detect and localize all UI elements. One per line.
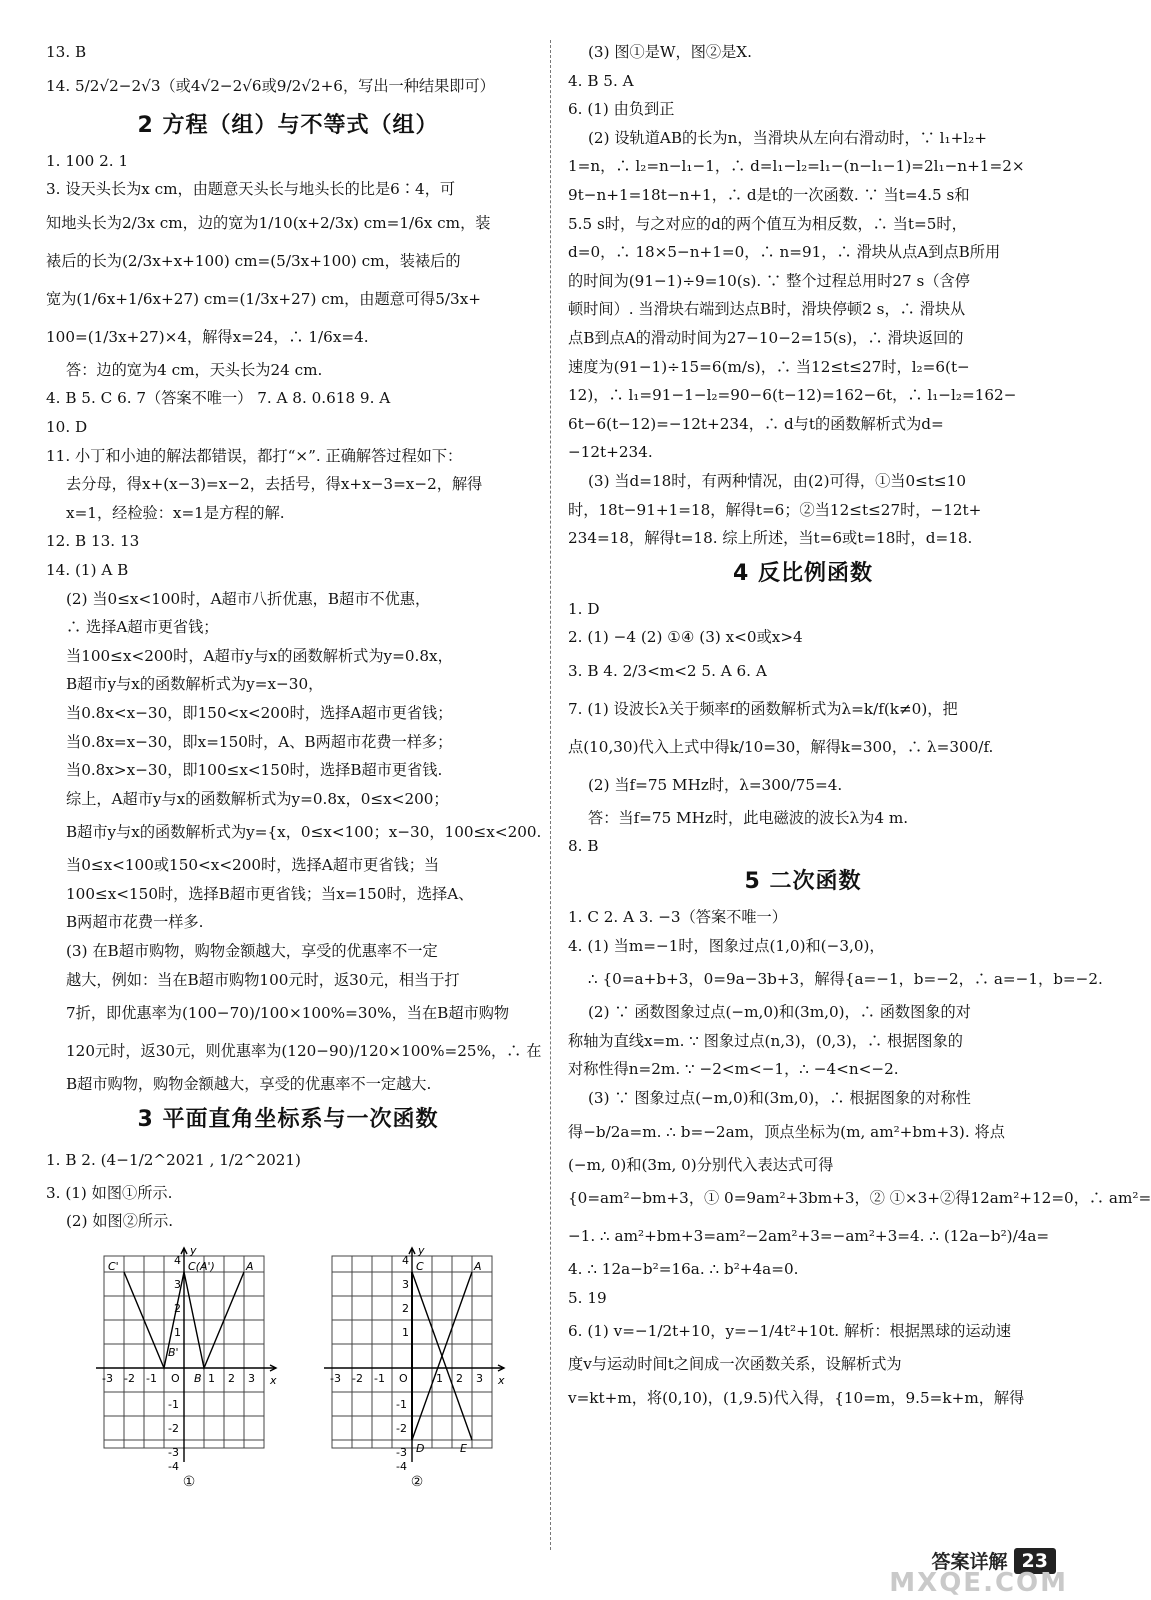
- answer-line: 去分母，得x+(x−3)=x−2，去括号，得x+x−3=x−2，解得: [66, 475, 483, 494]
- answer-line: 的时间为(91−1)÷9=10(s). ∵ 整个过程总用时27 s（含停: [568, 271, 970, 290]
- tick-label: -4: [396, 1460, 407, 1474]
- coordinate-grid-2: [322, 1242, 512, 1472]
- answer-line: 3. 设天头长为x cm，由题意天头长与地头长的比是6∶4，可: [46, 180, 456, 199]
- section-heading: 3 平面直角坐标系与一次函数: [137, 1106, 439, 1132]
- answer-line: 6t−6(t−12)=−12t+234，∴ d与t的函数解析式为d=: [568, 414, 944, 433]
- answer-line: (2) 设轨道AB的长为n，当滑块从左向右滑动时，∵ l₁+l₂+: [588, 128, 987, 147]
- point-label: D: [416, 1442, 425, 1456]
- answer-line: v=kt+m，将(0,10)，(1,9.5)代入得，{10=m，9.5=k+m，解得: [568, 1389, 1025, 1407]
- tick-label: 1: [208, 1372, 215, 1386]
- tick-label: -1: [168, 1398, 179, 1412]
- answer-line: 顿时间）. 当滑块右端到达点B时，滑块停顿2 s，∴ 滑块从: [568, 300, 966, 319]
- answer-line: 234=18，解得t=18. 综上所述，当t=6或t=18时，d=18.: [568, 529, 973, 548]
- answer-line: 4. B 5. A: [568, 71, 634, 90]
- tick-label: 3: [248, 1372, 255, 1386]
- answer-line: 1. 100 2. 1: [46, 151, 129, 170]
- point-label: C: [416, 1260, 424, 1274]
- column-divider: [550, 40, 552, 1550]
- axis-label-y: y: [418, 1244, 425, 1258]
- point-label: C': [108, 1260, 119, 1274]
- answer-line: 6. (1) v=−1/2t+10，y=−1/4t²+10t. 解析：根据黑球的运动速: [568, 1322, 1012, 1341]
- tick-label: 4: [402, 1254, 409, 1268]
- answer-line: ∴ 选择A超市更省钱；: [66, 618, 219, 637]
- answer-line: 100=(1/3x+27)×4，解得x=24，∴ 1/6x=4.: [46, 327, 369, 346]
- point-label: A: [474, 1260, 482, 1274]
- answer-line: 当100≤x<200时，A超市y与x的函数解析式为y=0.8x，: [66, 646, 453, 665]
- answer-line: (3) 在B超市购物，购物金额越大，享受的优惠率不一定: [66, 942, 438, 961]
- tick-label: 2: [228, 1372, 235, 1386]
- answer-line: 1. D: [568, 599, 600, 618]
- tick-label: -1: [396, 1398, 407, 1412]
- answer-line: 裱后的长为(2/3x+x+100) cm=(5/3x+100) cm，装裱后的: [46, 251, 461, 270]
- answer-line: 13. B: [46, 43, 87, 61]
- answer-line: x=1，经检验：x=1是方程的解.: [66, 503, 285, 522]
- answer-line: (3) 图①是W，图②是X.: [588, 43, 752, 61]
- point-label: E: [460, 1442, 467, 1456]
- answer-line: B两超市花费一样多.: [66, 913, 204, 932]
- answer-line: 得−b/2a=m. ∴ b=−2am，顶点坐标为(m, am²+bm+3). 将点: [568, 1122, 1005, 1141]
- tick-label: 2: [456, 1372, 463, 1386]
- answer-line: 点(10,30)代入上式中得k/10=30，解得k=300，∴ λ=300/f.: [568, 737, 994, 756]
- answer-line: 当0.8x=x−30，即x=150时，A、B两超市花费一样多；: [66, 732, 453, 751]
- point-label: C(A'): [188, 1260, 215, 1274]
- figure-caption: ①: [182, 1474, 196, 1491]
- watermark: MXQE.COM: [889, 1568, 1068, 1598]
- point-label: B: [194, 1372, 202, 1386]
- origin-label: O: [399, 1372, 408, 1386]
- answer-line: 1=n，∴ l₂=n−l₁−1，∴ d=l₁−l₂=l₁−(n−l₁−1)=2l₁−n+1=2×: [568, 157, 1025, 176]
- answer-line: B超市y与x的函数解析式为y=x−30，: [66, 675, 324, 694]
- answer-line: (2) 当f=75 MHz时，λ=300/75=4.: [588, 775, 843, 794]
- answer-line: (−m, 0)和(3m, 0)分别代入表达式可得: [568, 1155, 834, 1174]
- point-label: B': [168, 1346, 179, 1360]
- answer-line: 称轴为直线x=m. ∵ 图象过点(n,3)，(0,3)，∴ 根据图象的: [568, 1031, 963, 1050]
- tick-label: -2: [124, 1372, 135, 1386]
- answer-line: 越大，例如：当在B超市购物100元时，返30元，相当于打: [66, 970, 460, 989]
- answer-line: 14. (1) A B: [46, 560, 129, 579]
- tick-label: -3: [168, 1446, 179, 1460]
- axis-label-y: y: [190, 1244, 197, 1258]
- answer-line: 12)，∴ l₁=91−1−l₂=90−6(t−12)=162−6t，∴ l₁−l₂=162−: [568, 386, 1017, 405]
- tick-label: 2: [402, 1302, 409, 1316]
- tick-label: -2: [168, 1422, 179, 1436]
- section-heading: 2 方程（组）与不等式（组）: [137, 112, 439, 138]
- answer-line: B超市购物，购物金额越大，享受的优惠率不一定越大.: [66, 1075, 432, 1094]
- answer-line: {0=am²−bm+3，① 0=9am²+3bm+3，② ①×3+②得12am²+12=0，∴ am²=: [568, 1189, 1151, 1208]
- answer-line: 度v与运动时间t之间成一次函数关系，设解析式为: [568, 1355, 902, 1374]
- figures: [94, 1242, 530, 1490]
- answer-line: B超市y与x的函数解析式为y={x，0≤x<100；x−30，100≤x<200.: [66, 823, 542, 842]
- answer-line: 当0.8x<x−30，即150<x<200时，选择A超市更省钱；: [66, 703, 453, 722]
- answer-line: 3. (1) 如图①所示.: [46, 1183, 173, 1202]
- section-heading: 5 二次函数: [744, 869, 862, 895]
- axis-label-x: x: [270, 1374, 277, 1388]
- axis-label-x: x: [498, 1374, 505, 1388]
- tick-label: -1: [374, 1372, 385, 1386]
- answer-line: 答：当f=75 MHz时，此电磁波的波长λ为4 m.: [588, 808, 909, 827]
- tick-label: 3: [476, 1372, 483, 1386]
- origin-label: O: [171, 1372, 180, 1386]
- tick-label: -2: [396, 1422, 407, 1436]
- figure-caption: ②: [410, 1474, 424, 1491]
- tick-label: 1: [174, 1326, 181, 1340]
- answer-line: 8. B: [568, 837, 599, 856]
- tick-label: 1: [402, 1326, 409, 1340]
- answer-line: 5. 19: [568, 1288, 607, 1307]
- answer-line: 当0.8x>x−30，即100≤x<150时，选择B超市更省钱.: [66, 761, 443, 780]
- tick-label: 1: [436, 1372, 443, 1386]
- answer-line: (3) 当d=18时，有两种情况，由(2)可得，①当0≤t≤10: [588, 471, 966, 490]
- tick-label: 3: [174, 1278, 181, 1292]
- left-column: [46, 38, 542, 1491]
- answer-line: 对称性得n=2m. ∵ −2<m<−1，∴ −4<n<−2.: [568, 1060, 899, 1079]
- figure-2: [322, 1242, 512, 1490]
- point-label: A: [246, 1260, 254, 1274]
- tick-label: -3: [330, 1372, 341, 1386]
- tick-label: -1: [146, 1372, 157, 1386]
- answer-line: 综上，A超市y与x的函数解析式为y=0.8x，0≤x<200；: [66, 789, 449, 808]
- page-number: 23: [1014, 1548, 1056, 1574]
- tick-label: 2: [174, 1302, 181, 1316]
- answer-line: 速度为(91−1)÷15=6(m/s)，∴ 当12≤t≤27时，l₂=6(t−: [568, 357, 970, 376]
- answer-line: 1. C 2. A 3. −3（答案不唯一）: [568, 908, 787, 927]
- tick-label: -3: [102, 1372, 113, 1386]
- section-heading: 4 反比例函数: [733, 560, 873, 586]
- answer-line: 2. (1) −4 (2) ①④ (3) x<0或x>4: [568, 628, 803, 647]
- answer-line: 7. (1) 设波长λ关于频率f的函数解析式为λ=k/f(k≠0)，把: [568, 699, 958, 718]
- answer-line: 点B到点A的滑动时间为27−10−2=15(s)，∴ 滑块返回的: [568, 328, 964, 347]
- answer-line: 答：边的宽为4 cm，天头长为24 cm.: [66, 360, 323, 379]
- figure-1: [94, 1242, 284, 1490]
- answer-line: 3. B 4. 2/3<m<2 5. A 6. A: [568, 661, 767, 680]
- answer-line: 14. 5/2√2−2√3（或4√2−2√6或9/2√2+6，写出一种结果即可）: [46, 76, 495, 95]
- answer-line: −1. ∴ am²+bm+3=am²−2am²+3=−am²+3=4. ∴ (12a−b²)/4a=: [568, 1227, 1050, 1246]
- answer-line: 知地头长为2/3x cm，边的宽为1/10(x+2/3x) cm=1/6x cm，装: [46, 213, 491, 232]
- answer-line: 7折，即优惠率为(100−70)/100×100%=30%，当在B超市购物: [66, 1004, 510, 1023]
- tick-label: 4: [174, 1254, 181, 1268]
- answer-line: (2) 如图②所示.: [66, 1212, 174, 1231]
- tick-label: -4: [168, 1460, 179, 1474]
- answer-line: 11. 小丁和小迪的解法都错误，都打“×”. 正确解答过程如下：: [46, 446, 463, 465]
- answer-line: 100≤x<150时，选择B超市更省钱；当x=150时，选择A、: [66, 884, 474, 903]
- answer-line: (3) ∵ 图象过点(−m,0)和(3m,0)，∴ 根据图象的对称性: [588, 1089, 971, 1108]
- answer-line: 时，18t−91+1=18，解得t=6；②当12≤t≤27时，−12t+: [568, 500, 982, 519]
- tick-label: -2: [352, 1372, 363, 1386]
- answer-line: 宽为(1/6x+1/6x+27) cm=(1/3x+27) cm，由题意可得5/3x+: [46, 289, 481, 308]
- answer-line: 4. B 5. C 6. 7（答案不唯一） 7. A 8. 0.618 9. A: [46, 389, 391, 408]
- footer-label: 答案详解: [931, 1551, 1008, 1573]
- coordinate-grid-1: [94, 1242, 284, 1472]
- answer-line: 9t−n+1=18t−n+1，∴ d是t的一次函数. ∵ 当t=4.5 s和: [568, 185, 970, 204]
- tick-label: 3: [402, 1278, 409, 1292]
- answer-line: (2) 当0≤x<100时，A超市八折优惠，B超市不优惠，: [66, 589, 431, 608]
- answer-line: (2) ∵ 函数图象过点(−m,0)和(3m,0)，∴ 函数图象的对: [588, 1003, 971, 1022]
- answer-line: −12t+234.: [568, 443, 653, 462]
- answer-line: 10. D: [46, 417, 88, 436]
- answer-line: 1. B 2. (4−1/2^2021 , 1/2^2021): [46, 1150, 301, 1169]
- answer-line: 12. B 13. 13: [46, 532, 140, 551]
- answer-line: 4. (1) 当m=−1时，图象过点(1,0)和(−3,0)，: [568, 936, 885, 955]
- answer-line: 6. (1) 由负到正: [568, 100, 675, 119]
- answer-line: ∴ {0=a+b+3，0=9a−3b+3，解得{a=−1，b=−2，∴ a=−1，b=−2.: [588, 970, 1103, 989]
- right-column: [568, 38, 1151, 1417]
- answer-line: d=0，∴ 18×5−n+1=0，∴ n=91，∴ 滑块从点A到点B所用: [568, 243, 1001, 262]
- answer-line: 5.5 s时，与之对应的d的两个值互为相反数，∴ 当t=5时，: [568, 214, 967, 233]
- answer-line: 4. ∴ 12a−b²=16a. ∴ b²+4a=0.: [568, 1260, 799, 1279]
- answer-line: 当0≤x<100或150<x<200时，选择A超市更省钱；当: [66, 856, 440, 875]
- answer-line: 120元时，返30元，则优惠率为(120−90)/120×100%=25%，∴ 在: [66, 1042, 542, 1061]
- tick-label: -3: [396, 1446, 407, 1460]
